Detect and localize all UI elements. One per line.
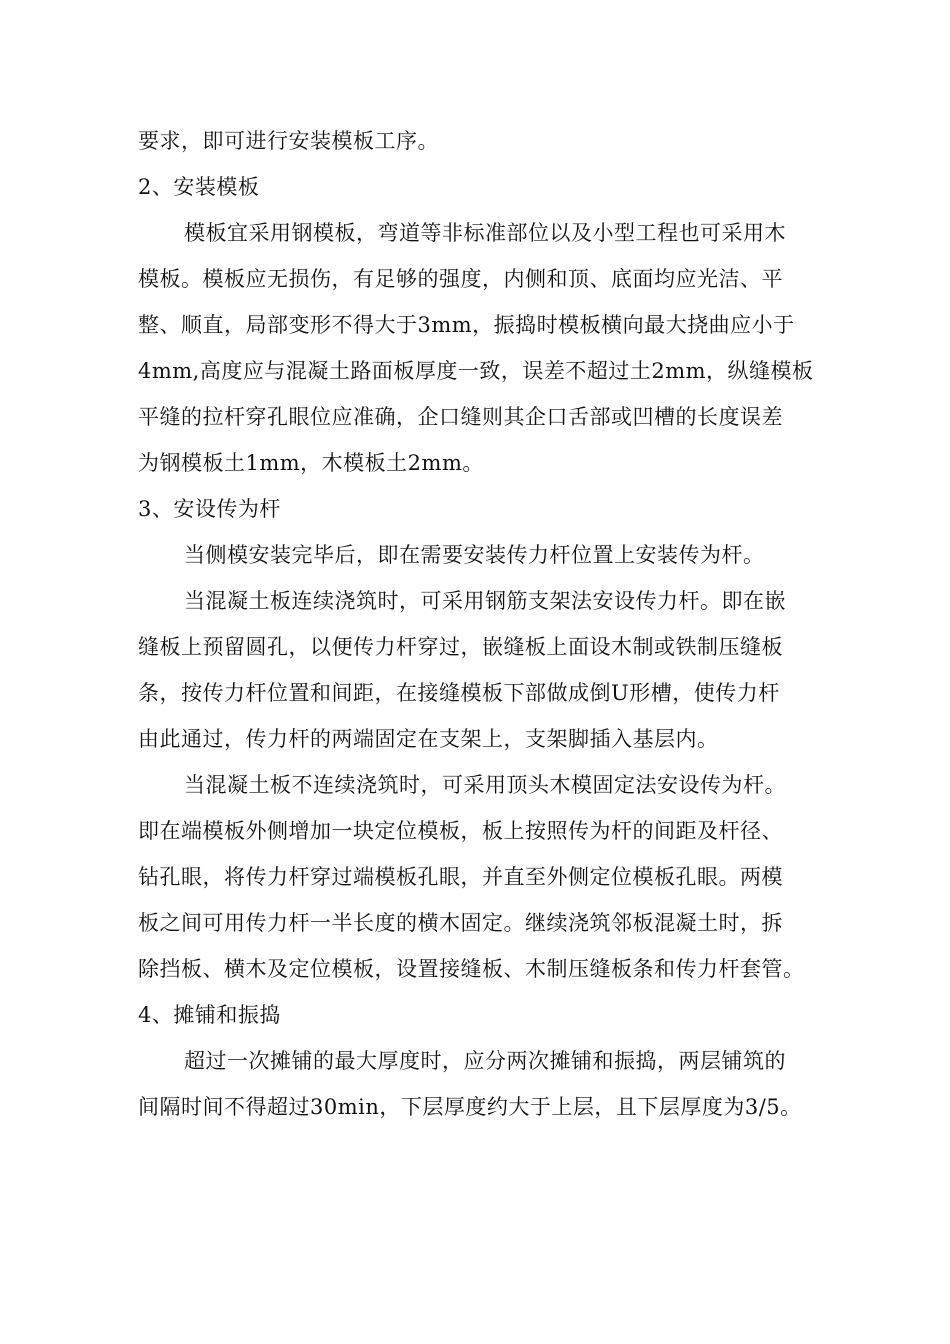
body-text-line: 4mm,高度应与混凝土路面板厚度一致，误差不超过土2mm，纵缝模板 <box>138 359 814 383</box>
body-text-line: 要求，即可进行安装模板工序。 <box>138 129 439 153</box>
body-text-line: 缝板上预留圆孔，以便传力杆穿过，嵌缝板上面设木制或铁制压缝板 <box>138 635 783 659</box>
body-text-line: 板之间可用传力杆一半长度的横木固定。继续浇筑邻板混凝土时，拆 <box>138 911 783 935</box>
body-text-line: 即在端模板外侧增加一块定位模板，板上按照传为杆的间距及杆径、 <box>138 819 783 843</box>
section-heading-spreading-vibrating: 4、摊铺和振捣 <box>138 1003 281 1027</box>
body-text-line: 当混凝土板连续浇筑时，可采用钢筋支架法安设传力杆。即在嵌 <box>184 589 786 613</box>
body-text-line: 超过一次摊铺的最大厚度时，应分两次摊铺和振捣，两层铺筑的 <box>184 1049 786 1073</box>
body-text-line: 钻孔眼，将传力杆穿过端模板孔眼，并直至外侧定位模板孔眼。两模 <box>138 865 783 889</box>
section-heading-dowel-bars: 3、安设传为杆 <box>138 497 281 521</box>
body-text-line: 为钢模板土1mm，木模板土2mm。 <box>138 451 484 475</box>
body-text-line: 条，按传力杆位置和间距，在接缝模板下部做成倒U形槽，使传力杆 <box>138 681 780 705</box>
body-text-line: 除挡板、横木及定位模板，设置接缝板、木制压缝板条和传力杆套管。 <box>138 957 805 981</box>
document-body <box>138 118 824 1130</box>
section-heading-install-formwork: 2、安装模板 <box>138 175 260 199</box>
body-text-line: 当混凝土板不连续浇筑时，可采用顶头木模固定法安设传为杆。 <box>184 773 786 797</box>
body-text-line: 平缝的拉杆穿孔眼位应准确，企口缝则其企口舌部或凹槽的长度误差 <box>138 405 783 429</box>
body-text-line: 整、顺直，局部变形不得大于3mm，振捣时模板横向最大挠曲应小于 <box>138 313 795 337</box>
body-text-line: 模板宜采用钢模板，弯道等非标准部位以及小型工程也可采用木 <box>184 221 786 245</box>
body-text-line: 由此通过，传力杆的两端固定在支架上，支架脚插入基层内。 <box>138 727 719 751</box>
body-text-line: 当侧模安装完毕后，即在需要安装传力杆位置上安装传为杆。 <box>184 543 765 567</box>
body-text-line: 模板。模板应无损伤，有足够的强度，内侧和顶、底面均应光洁、平 <box>138 267 783 291</box>
body-text-line: 间隔时间不得超过30min，下层厚度约大于上层，且下层厚度为3/5。 <box>138 1095 802 1119</box>
